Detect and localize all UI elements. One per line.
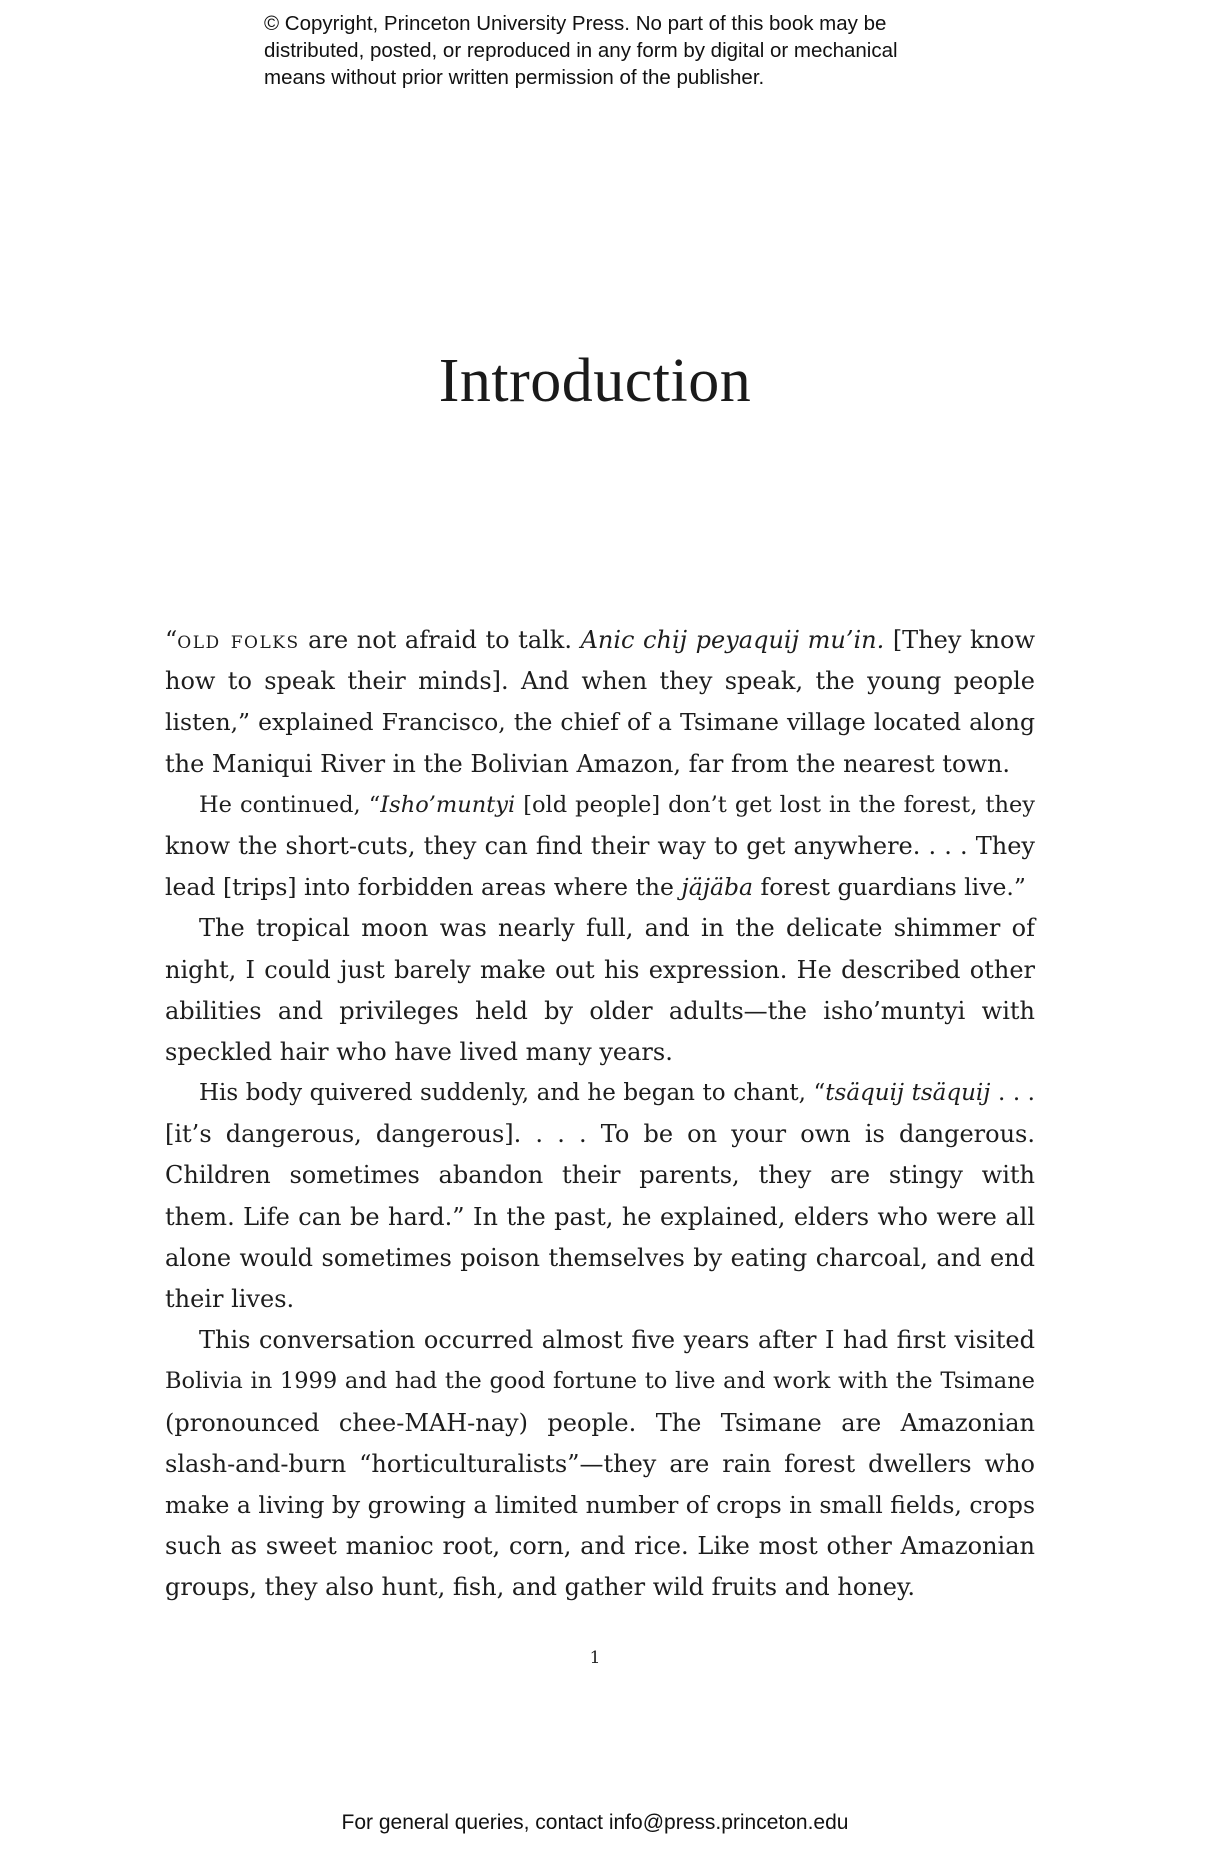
text-line — [165, 620, 1035, 661]
text-line — [165, 867, 1035, 908]
text-line: alone would sometimes poison themselves by eating charcoal, and end — [165, 1243, 1035, 1272]
text-line: groups, they also hunt, fish, and gather wild fruits and honey. — [165, 1573, 915, 1602]
chapter-title: Introduction — [438, 347, 752, 415]
text-line: (pronounced chee-MAH-nay) people. The Tsimane are Amazonian — [165, 1408, 1035, 1437]
text-line: [it’s dangerous, dangerous]. . . . To be on your own is dangerous. — [165, 1120, 1035, 1149]
page-number: 1 — [589, 1648, 601, 1668]
text-run: lead [trips] into forbidden areas where the — [165, 873, 682, 902]
tsimane-word: Isho’muntyi — [380, 791, 516, 818]
text-line — [165, 785, 1035, 826]
text-line: make a living by growing a limited number of crops in small fields, crops — [165, 1490, 1035, 1519]
text-line: abilities and privileges held by older adults—the isho’muntyi with — [165, 996, 1035, 1025]
copyright-line: © Copyright, Princeton University Press. No part of this book may be — [264, 12, 887, 35]
text-line — [165, 1073, 1035, 1114]
text-line: the Maniqui River in the Bolivian Amazon, far from the nearest town. — [165, 749, 1011, 778]
text-run: [old people] don’t get lost in the forest, they — [515, 791, 1035, 818]
tsimane-chant: tsäquij tsäquij — [825, 1080, 991, 1107]
text-line: listen,” explained Francisco, the chief of a Tsimane village located along — [165, 708, 1035, 737]
text-line: such as sweet manioc root, corn, and rice. Like most other Amazonian — [165, 1532, 1035, 1561]
text-line: how to speak their minds]. And when they speak, the young people — [165, 667, 1035, 696]
text-line: The tropical moon was nearly full, and in the delicate shimmer of — [199, 914, 1035, 943]
text-line: Children sometimes abandon their parents, they are stingy with — [165, 1161, 1035, 1190]
text-run: are not afraid to talk. — [299, 626, 581, 654]
text-line: their lives. — [165, 1285, 295, 1313]
body-text — [165, 620, 1035, 1609]
text-line: speckled hair who have lived many years. — [165, 1037, 673, 1066]
text-line: This conversation occurred almost five years after I had first visited — [199, 1326, 1035, 1355]
text-run: His body quivered suddenly, and he began to chant, “ — [199, 1080, 826, 1107]
footer-contact: For general queries, contact info@press.princeton.edu — [341, 1811, 849, 1834]
open-quote: “ — [165, 626, 178, 654]
text-line: night, I could just barely make out his expression. He described other — [165, 955, 1035, 984]
tsimane-phrase: Anic chij peyaquij mu’in. — [580, 626, 885, 654]
copyright-line: means without prior written permission of the publisher. — [264, 66, 765, 89]
tsimane-word: jäjäba — [681, 873, 754, 902]
text-run: . . . — [990, 1080, 1035, 1107]
text-run: [They know — [884, 626, 1035, 654]
text-line: Bolivia in 1999 and had the good fortune to live and work with the Tsimane — [165, 1368, 1035, 1395]
text-line: know the short-cuts, they can find their way to get anywhere. . . . They — [165, 831, 1035, 860]
text-run: He continued, “ — [199, 791, 381, 818]
text-line: them. Life can be hard.” In the past, he explained, elders who were all — [165, 1202, 1035, 1231]
text-line: slash-and-burn “horticulturalists”—they are rain forest dwellers who — [165, 1449, 1035, 1478]
copyright-notice — [264, 10, 1024, 91]
small-caps-opening: old folks — [177, 626, 300, 654]
copyright-line: distributed, posted, or reproduced in any form by digital or mechanical — [264, 39, 898, 62]
text-run: forest guardians live.” — [753, 873, 1026, 902]
